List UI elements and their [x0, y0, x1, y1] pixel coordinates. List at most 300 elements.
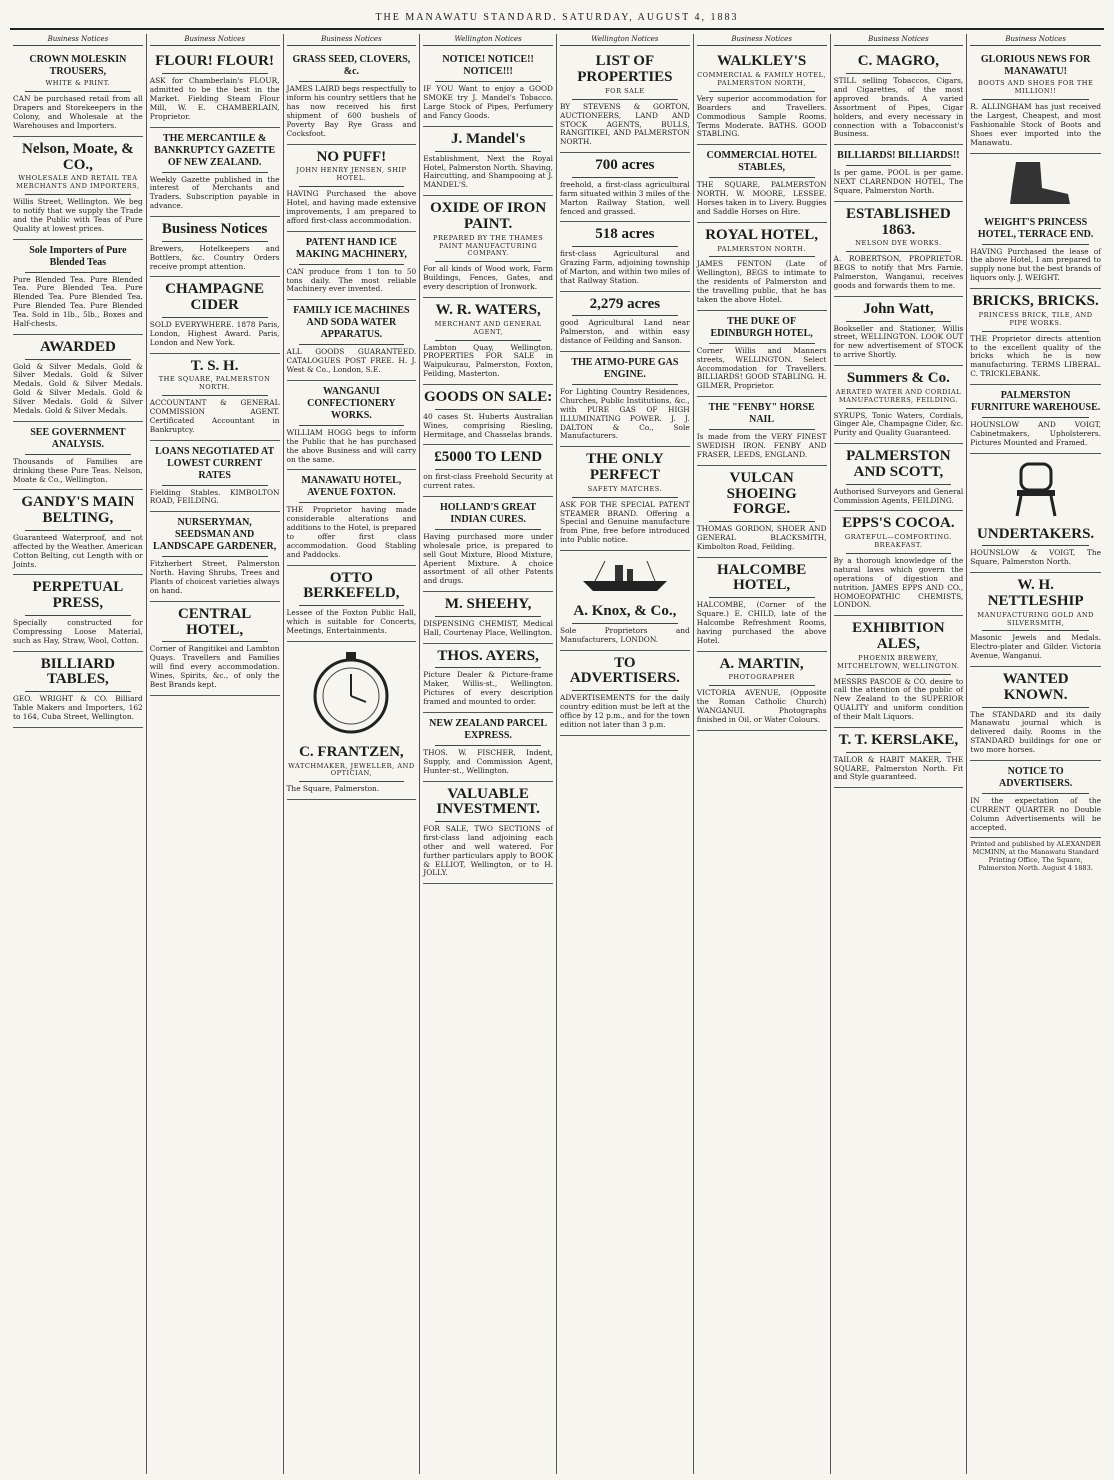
advertisement: [287, 232, 417, 301]
ad-title: OTTO BERKEFELD,: [303, 569, 400, 602]
ad-subtitle: PHOENIX BREWERY, MITCHELTOWN, WELLINGTON.: [837, 653, 960, 670]
advertisement: [287, 470, 417, 565]
advertisement: [150, 277, 280, 353]
advertisement: [834, 49, 964, 145]
ad-title: THOS. AYERS,: [437, 647, 539, 664]
column-1: [10, 34, 147, 1474]
ad-title: GRASS SEED, CLOVERS, &c.: [292, 54, 411, 78]
ad-subtitle: NELSON DYE WORKS.: [855, 239, 942, 248]
ad-rule: [982, 545, 1089, 546]
advertisement: [423, 592, 553, 644]
advertisement: [560, 352, 690, 447]
ad-body: BY STEVENS & GORTON, AUCTIONEERS, LAND AND STOCK AGENTS, BULLS, RANGITIKEI, AND PALMERSTON NORTH.: [560, 101, 690, 147]
ad-rule: [846, 321, 952, 322]
advertisement: [13, 422, 143, 491]
advertisement: [423, 644, 553, 713]
advertisement: [423, 713, 553, 782]
ad-title: WANGANUI CONFECTIONERY WORKS.: [307, 385, 396, 421]
ad-rule: [162, 73, 268, 74]
ad-title: MANAWATU HOTEL, AVENUE FOXTON.: [301, 475, 402, 499]
ad-title: PALMERSTON FURNITURE WAREHOUSE.: [970, 390, 1101, 414]
ad-title: Nelson, Moate, & CO.,: [22, 140, 134, 173]
advertisement: [970, 667, 1101, 761]
ad-body: JAMES LAIRD begs respectfully to inform his country settlers that he has now received his first shipment of 600 bushels of Poverty Bay Rye Grass and Cocksfoot.: [286, 84, 417, 138]
ad-rule: [25, 454, 131, 455]
chair-icon: [1001, 458, 1071, 518]
ad-body: THOMAS GORDON, SHOER AND GENERAL BLACKSMITH, Kimbolton Road, Feilding.: [696, 524, 827, 551]
advertisement: [423, 127, 553, 196]
advertisement: [697, 466, 827, 558]
ad-title: BILLIARD TABLES,: [40, 655, 115, 688]
ad-title: A. MARTIN,: [719, 655, 804, 672]
ad-title: PALMERSTON AND SCOTT,: [846, 448, 951, 480]
ad-subtitle: COMMERCIAL & FAMILY HOTEL, PALMERSTON NORTH,: [697, 71, 827, 88]
advertisement: [423, 445, 553, 497]
ad-subtitle: PREPARED BY THE THAMES PAINT MANUFACTURING COMPANY.: [433, 233, 544, 258]
ad-body: IF YOU Want to enjoy a GOOD SMOKE try J. Mandel's Tobacco. Large Stock of Pipes, Perfumery and Fancy Goods.: [423, 84, 553, 121]
ad-rule: [25, 359, 131, 360]
advertisement: [970, 49, 1101, 153]
advertisement: [150, 441, 280, 513]
advertisement: [970, 289, 1101, 385]
advertisement: [150, 512, 280, 602]
advertisement: [834, 616, 964, 728]
ad-rule: [435, 745, 541, 746]
advertisement: [423, 497, 553, 592]
ad-rule: [435, 81, 541, 82]
advertisement: [560, 153, 690, 222]
ad-body: Having purchased more under wholesale price, is prepared to sell Gout Mixture, Blood Mixture, Aperient Mixture. A choice assortment of all other Patents and drugs.: [423, 531, 553, 586]
ad-title: PERPETUAL PRESS,: [32, 579, 124, 612]
advertisement: [697, 652, 827, 731]
ad-title: NO PUFF!: [316, 148, 387, 165]
advertisement: [287, 49, 417, 144]
ad-body: SYRUPS, Tonic Waters, Cordials, Ginger Ale, Champagne Cider, &c. Purity and Quality Guaranteed.: [833, 410, 964, 438]
ad-subtitle: PALMERSTON NORTH.: [717, 244, 806, 253]
printer-imprint: Printed and published by ALEXANDER MCMINN, at the Manawatu Standard Printing Office, The Square, Palmerston North. August 4 1883.: [970, 840, 1101, 873]
ad-subtitle: MANUFACTURING GOLD AND SILVERSMITH,: [977, 610, 1094, 627]
advertisement: [560, 49, 690, 153]
ad-title: T. S. H.: [190, 357, 239, 374]
advertisement: [970, 761, 1101, 839]
column-5: [557, 34, 694, 1474]
advertisement: [970, 385, 1101, 454]
ad-body: For Lighting Country Residences, Churches, Public Institutions, &c., with PURE GAS OF HIGH ILLUMINATING POWER. J. J. DALTON & Co., Sole Manufacturers.: [560, 387, 690, 441]
ad-rule: [299, 344, 405, 345]
advertisement: [697, 49, 827, 145]
ad-title: PATENT HAND ICE MAKING MACHINERY,: [295, 236, 407, 260]
ad-body: The STANDARD and its daily Manawatu journal which is delivered daily. Rooms in the STANDARD buildings for one or two more horses.: [970, 709, 1101, 755]
ad-body: HAVING Purchased the lease of the above Hotel, I am prepared to supply none but the best brands of liquors only. J. WEIGHT.: [970, 246, 1101, 283]
ad-rule: [846, 165, 952, 166]
advertisement: [13, 137, 143, 240]
advertisement: [970, 212, 1101, 290]
ad-rule: [982, 793, 1089, 794]
ad-body: THE Proprietor directs attention to the excellent quality of the bricks which he is now manufacturing. TERMS LIBERAL. C. TRICKLEBANK.: [970, 333, 1101, 379]
ad-rule: [25, 615, 131, 616]
advertisement: [13, 652, 143, 728]
advertisement: [287, 740, 417, 800]
advertisement: [150, 602, 280, 696]
ad-body: ALL GOODS GUARANTEED. CATALOGUES POST FREE. H. J. West & Co., London, S.E.: [286, 347, 417, 375]
ad-rule: [982, 99, 1089, 100]
ad-subtitle: WHOLESALE AND RETAIL TEA MERCHANTS AND IMPORTERS,: [16, 174, 140, 191]
ad-title: C. FRANTZEN,: [299, 743, 404, 760]
ad-title: VULCAN SHOEING FORGE.: [726, 469, 797, 518]
ad-body: Fielding Stables. KIMBOLTON ROAD, FEILDING.: [149, 487, 280, 506]
advertisement: [697, 397, 827, 466]
ad-body: VICTORIA AVENUE, (Opposite the Roman Catholic Church) WANGANUI. Photographs finished in Oil, or Water Colours.: [696, 688, 827, 724]
ad-title: THE ATMO-PURE GAS ENGINE.: [571, 357, 679, 381]
ad-body: ADVERTISEMENTS for the daily country edition must be left at the office by 12 p.m., and for the town edition not later than 3 p.m.: [560, 693, 690, 729]
advertisement: [834, 728, 964, 788]
ad-body: ACCOUNTANT & GENERAL COMMISSION AGENT. Certificated Accountant in Bankruptcy.: [149, 398, 280, 434]
ad-body: Lambton Quay, Wellington. PROPERTIES FOR SALE in Waipukurau, Palmerston, Foxton, Feilding, Masterton.: [423, 342, 553, 379]
ad-rule: [709, 597, 815, 598]
ad-rule: [709, 91, 815, 92]
advertisement: [970, 522, 1101, 574]
ad-rule: [846, 408, 952, 409]
advertisement: [834, 297, 964, 366]
ad-title: CENTRAL HOTEL,: [177, 605, 252, 638]
columns-container: [10, 34, 1104, 1474]
ad-rule: [435, 616, 541, 617]
ad-subtitle: PRINCESS BRICK, TILE, AND PIPE WORKS.: [978, 310, 1093, 327]
advertisement: [150, 354, 280, 441]
ad-title: John Watt,: [863, 300, 934, 317]
ad-subtitle: BOOTS AND SHOES FOR THE MILLION!!: [977, 79, 1094, 96]
ad-rule: [435, 469, 541, 470]
ad-body: ASK for Chamberlain's FLOUR, admitted to be the best in the Market. Fielding Steam Flour Mill, W. E. CHAMBERLAIN, Proprietor.: [149, 76, 280, 121]
ad-title: VALUABLE INVESTMENT.: [436, 785, 540, 818]
advertisement: [13, 490, 143, 575]
ad-subtitle: MERCHANT AND GENERAL AGENT,: [434, 319, 542, 336]
ad-title: M. SHEEHY,: [444, 596, 532, 613]
ad-body: Pure Blended Tea. Pure Blended Tea. Pure Blended Tea. Pure Blended Tea. Pure Blended Tea. Pure Blended Tea. Pure Blended Tea. Sold in 1lb., 5lb., Boxes and Half-chests.: [13, 274, 143, 328]
ad-title: COMMERCIAL HOTEL STABLES,: [706, 150, 817, 174]
ad-title: BILLIARDS! BILLIARDS!!: [837, 150, 960, 162]
ad-title: SEE GOVERNMENT ANALYSIS.: [30, 426, 126, 450]
ad-title: NEW ZEALAND PARCEL EXPRESS.: [429, 717, 548, 741]
ad-title: LOANS NEGOTIATED AT LOWEST CURRENT RATES: [155, 445, 275, 481]
ad-subtitle: WHITE & PRINT.: [45, 79, 111, 88]
ad-rule: [299, 425, 405, 426]
ad-subtitle: PHOTOGRAPHER: [728, 673, 795, 682]
ad-body: HALCOMBE, (Corner of the Square.) E. CHILD, late of the Halcombe Refreshment Rooms, having purchased the above Hotel.: [696, 600, 827, 645]
ad-body: R. ALLINGHAM has just received the Largest, Cheapest, and most Fashionable Stock of Boots and Shoes ever imported into the Manawatu.: [970, 102, 1101, 147]
ad-title: FLOUR! FLOUR!: [155, 53, 274, 70]
ad-subtitle: SAFETY MATCHES.: [587, 484, 663, 493]
ad-rule: [572, 623, 678, 624]
ad-title: THE MERCANTILE & BANKRUPTCY GAZETTE OF NEW ZEALAND.: [154, 132, 276, 168]
ad-rule: [162, 172, 268, 173]
advertisement: [423, 49, 553, 127]
ad-title: THE "FENBY" HORSE NAIL: [708, 402, 815, 426]
advertisement: [13, 575, 143, 651]
ad-body: Thousands of Families are drinking these Pure Teas. Nelson, Moate & Co., Wellington.: [13, 456, 143, 484]
advertisement: [560, 292, 690, 352]
advertisement: [287, 381, 417, 471]
ad-rule: [709, 177, 815, 178]
ad-rule: [25, 530, 131, 531]
ad-body: on first-class Freehold Security at current rates.: [423, 472, 553, 491]
ad-rule: [982, 417, 1089, 418]
ad-title: W. R. WATERS,: [435, 301, 541, 318]
ad-rule: [162, 241, 268, 242]
ad-title: OXIDE OF IRON PAINT.: [430, 200, 547, 232]
column-heading: Business Notices: [834, 34, 964, 46]
advertisement: [150, 49, 280, 127]
advertisement: [834, 444, 964, 511]
ad-body: CAN be purchased retail from all Drapers and Storekeepers in the Colony, and Wholesale at the Warehouses and Importers.: [13, 94, 143, 130]
ad-body: HAVING Purchased the above Hotel, and having made extensive improvements, I am prepared to afford first-class accommodation.: [286, 189, 417, 225]
ad-body: The Square, Palmerston.: [286, 784, 380, 794]
ad-rule: [299, 186, 405, 187]
ad-title: J. Mandel's: [451, 130, 526, 147]
ad-title: £5000 TO LEND: [434, 449, 543, 466]
ad-body: Corner of Rangitikei and Lambton Quays. Travellers and Families will find every accommodation. Wines, Spirits, &c., of only the Best Brands kept.: [149, 644, 280, 689]
ad-body: CAN produce from 1 ton to 50 tons daily. The most reliable Machinery ever invented.: [286, 266, 417, 294]
ad-body: Is per game. POOL is per game. NEXT CLARENDON HOTEL, The Square, Palmerston North.: [833, 168, 964, 196]
advertisement: [697, 558, 827, 652]
column-heading: Wellington Notices: [423, 34, 553, 46]
ad-rule: [435, 261, 541, 262]
ad-body: Masonic Jewels and Medals. Electro-plater and Gilder. Victoria Avenue, Wanganui.: [970, 633, 1101, 661]
ad-title: HOLLAND'S GREAT INDIAN CURES.: [440, 501, 537, 525]
ad-body: freehold, a first-class agricultural farm situated within 3 miles of the Marton Railway Station, well fenced and grassed.: [560, 179, 690, 216]
ad-title: THE ONLY PERFECT: [586, 451, 664, 484]
ad-title: Sole Importers of Pure Blended Teas: [29, 244, 127, 268]
ad-rule: [162, 485, 268, 486]
advertisement: [697, 311, 827, 397]
ad-rule: [572, 690, 678, 691]
ad-title: A. Knox, & Co.,: [573, 603, 677, 620]
ad-body: Guaranteed Waterproof, and not affected by the Weather. American Cotton Belting, cut Length with or Joints.: [13, 532, 143, 569]
ad-title: C. MAGRO,: [857, 53, 939, 70]
ad-body: Gold & Silver Medals. Gold & Silver Medals. Gold & Silver Medals. Gold & Silver Medals. Gold & Silver Medals. Gold & Silver Medals. Gold & Silver Medals. Gold & Silver Medals.: [13, 361, 143, 415]
ad-rule: [299, 781, 405, 782]
ad-subtitle: THE SQUARE, PALMERSTON NORTH.: [158, 375, 271, 392]
advertisement: [834, 366, 964, 444]
ad-rule: [299, 502, 405, 503]
ad-rule: [709, 521, 815, 522]
ad-title: ROYAL HOTEL,: [705, 226, 819, 243]
ad-title: UNDERTAKERS.: [977, 525, 1095, 542]
ad-title: 518 acres: [595, 226, 655, 243]
advertisement: [560, 222, 690, 291]
ad-title: HALCOMBE HOTEL,: [717, 561, 807, 594]
ad-title: BRICKS, BRICKS.: [972, 293, 1099, 310]
ad-body: good Agricultural Land near Palmerston, and within easy distance of Feilding and Sanson.: [560, 318, 690, 346]
ad-rule: [162, 395, 268, 396]
ad-rule: [299, 81, 405, 82]
column-8: [967, 34, 1104, 1474]
ad-title: NURSERYMAN, SEEDSMAN AND LANDSCAPE GARDENER,: [152, 517, 277, 553]
masthead: THE MANAWATU STANDARD. SATURDAY, AUGUST 4, 1883: [10, 6, 1104, 30]
ad-subtitle: WATCHMAKER, JEWELLER, AND OPTICIAN,: [288, 761, 415, 778]
advertisement: [834, 202, 964, 297]
ad-body: THE SQUARE, PALMERSTON NORTH. W. MOORE, LESSEE. Horses taken in to Livery. Buggies and Saddle Horses on Hire.: [696, 180, 827, 216]
ad-body: Very superior accommodation for Boarders and Travellers. Commodious Sample Rooms. Terms Moderate. BATHS. GOOD STABLING.: [696, 93, 827, 139]
ad-body: Authorised Surveyors and General Commission Agents, FEILDING.: [833, 486, 964, 505]
advertisement: [697, 145, 827, 223]
ad-body: Establishment, Next the Royal Hotel, Palmerston North. Shaving, Haircutting, and Shampooing at J. MANDEL'S.: [423, 153, 553, 190]
ad-body: first-class Agricultural and Grazing Farm, adjoining township of Marton, and within two miles of that Railway Station.: [560, 249, 690, 285]
ad-body: Picture Dealer & Picture-frame Maker, Willis-st., Wellington. Pictures of every description framed and mounted to order.: [423, 670, 553, 707]
ad-body: Lessee of the Foxton Public Hall, which is suitable for Concerts, Meetings, Entertainments.: [286, 608, 417, 635]
ad-rule: [572, 315, 678, 316]
ad-title: GOODS ON SALE:: [423, 389, 553, 406]
ad-title: WEIGHT'S PRINCESS HOTEL, TERRACE END.: [977, 216, 1094, 240]
ad-body: HOUNSLOW & VOIGT, The Square, Palmerston North.: [970, 548, 1101, 567]
advertisement: [13, 49, 143, 136]
ad-rule: [572, 246, 678, 247]
ad-body: STILL selling Tobaccos, Cigars, and Cigarettes, of the most approved brands. A varied Assortment of Pipes, Cigar holders, and every necessary in connection with a Tobacconist's Business.: [833, 76, 964, 139]
column-heading: Business Notices: [150, 34, 280, 46]
ad-title: GANDY'S MAIN BELTING,: [21, 494, 135, 527]
ad-body: By a thorough knowledge of the natural laws which govern the operations of digestion and nutrition. JAMES EPPS AND CO., HOMOEOPATHIC CHEMISTS, LONDON.: [833, 556, 964, 610]
ad-body: WILLIAM HOGG begs to inform the Public that he has purchased the above Business and will carry on the same.: [286, 427, 417, 464]
advertisement: [13, 240, 143, 335]
advertisement: [970, 573, 1101, 667]
ad-body: TAILOR & HABIT MAKER, THE SQUARE, Palmerston North. Fit and Style guaranteed.: [833, 754, 964, 782]
ad-body: JAMES FENTON (Late of Wellington), BEGS to intimate to the residents of Palmerston and the travelling public, that he has taken the above Hotel.: [696, 259, 827, 304]
ad-body: SOLD EVERYWHERE. 1878 Paris, London, Highest Award. Paris, London and New York.: [149, 319, 280, 347]
ad-rule: [709, 343, 815, 344]
ad-rule: [982, 331, 1089, 332]
ad-title: ESTABLISHED 1863.: [845, 205, 951, 238]
ad-body: IN the expectation of the CURRENT QUARTER no Double Column Advertisements will be accepted.: [970, 795, 1101, 832]
ad-rule: [25, 691, 131, 692]
advertisement: [423, 298, 553, 385]
ad-rule: [709, 256, 815, 257]
ad-rule: [162, 556, 268, 557]
advertisement: [150, 217, 280, 277]
advertisement: [560, 447, 690, 551]
ad-title: AWARDED: [39, 338, 116, 355]
ad-rule: [572, 384, 678, 385]
advertisement: [560, 599, 690, 651]
ad-body: Willis Street, Wellington. We beg to notify that we supply the Trade and the Public with Teas of Pure Quality at lowest prices.: [13, 197, 143, 233]
column-heading: Business Notices: [287, 34, 417, 46]
ad-rule: [435, 529, 541, 530]
advertisement: [287, 145, 417, 232]
ad-title: NOTICE TO ADVERTISERS.: [998, 765, 1073, 789]
ad-rule: [846, 553, 952, 554]
column-heading: Business Notices: [13, 34, 143, 46]
ad-title: LIST OF PROPERTIES: [577, 53, 673, 86]
ad-body: Corner Willis and Manners streets, WELLINGTON. Select Accommodation for Travellers. BILLIARDS! GOOD STABLING. H. GILMER, Proprietor.: [696, 345, 827, 391]
ad-subtitle: JOHN HENRY JENSEN, SHIP HOTEL.: [296, 166, 407, 183]
advertisement: [834, 511, 964, 616]
ad-rule: [572, 497, 678, 498]
ad-rule: [435, 667, 541, 668]
ad-title: Summers & Co.: [846, 370, 950, 387]
ad-title: THE DUKE OF EDINBURGH HOTEL,: [710, 315, 813, 339]
ad-title: TO ADVERTISERS.: [569, 654, 680, 687]
ad-body: HOUNSLOW AND VOIGT, Cabinetmakers, Upholsterers. Pictures Mounted and Framed.: [970, 420, 1101, 447]
ad-rule: [435, 340, 541, 341]
ad-body: MESSRS PASCOE & CO. desire to call the attention of the public of New Zealand to the SUPERIOR QUALITY and uniform condition of their Malt Liquors.: [833, 676, 964, 722]
column-6: [694, 34, 831, 1474]
advertisement: [423, 782, 553, 885]
ad-body: 40 cases St. Huberts Australian Wines, comprising Riesling, Hermitage, and Chasselas brands.: [423, 411, 553, 439]
ad-rule: [846, 73, 952, 74]
ad-rule: [25, 91, 131, 92]
ad-rule: [435, 151, 541, 152]
ad-body: For all kinds of Wood work, Farm Buildings, Fences, Gates, and every description of Ironwork.: [423, 264, 553, 292]
column-heading: Wellington Notices: [560, 34, 690, 46]
ad-body: Bookseller and Stationer, Willis street, WELLINGTON. LOOK OUT for new advertisement of STOCK to arrive Shortly.: [833, 323, 964, 360]
ad-rule: [162, 641, 268, 642]
advertisement: [423, 196, 553, 298]
ad-rule: [162, 317, 268, 318]
ad-body: Brewers, Hotelkeepers and Bottlers, &c. Country Orders receive prompt attention.: [149, 243, 280, 271]
ad-body: DISPENSING CHEMIST, Medical Hall, Courtenay Place, Wellington.: [423, 618, 553, 637]
column-3: [284, 34, 421, 1474]
ad-title: W. H. NETTLESHIP: [987, 577, 1084, 609]
ad-subtitle: FOR SALE: [605, 86, 645, 95]
ad-body: THE Proprietor having made considerable alterations and additions to the Hotel, is prepared to offer first class accommodation. Good Stabling and Paddocks.: [286, 505, 417, 559]
ad-rule: [709, 685, 815, 686]
ad-rule: [572, 177, 678, 178]
ad-rule: [25, 194, 131, 195]
advertisement: [560, 651, 690, 736]
ad-rule: [846, 484, 952, 485]
ad-rule: [982, 707, 1089, 708]
ad-body: A. ROBERTSON, PROPRIETOR. BEGS to notify that Mrs Farnie, Palmerston, Wanganui, receives goods and forwards them to me.: [833, 254, 964, 290]
ad-rule: [435, 821, 541, 822]
advertisement: [697, 223, 827, 311]
ad-body: Specially constructed for Compressing Loose Material, such as Hay, Straw, Wool, Cotton.: [13, 617, 143, 645]
ad-rule: [846, 251, 952, 252]
column-2: [147, 34, 284, 1474]
ad-rule: [846, 752, 952, 753]
ad-title: 700 acres: [595, 157, 655, 174]
advertisement: [150, 128, 280, 218]
ad-subtitle: GRATEFUL—COMFORTING. BREAKFAST.: [844, 533, 952, 550]
pocket-watch-icon: [306, 646, 396, 736]
ad-title: GLORIOUS NEWS FOR MANAWATU!: [980, 54, 1091, 78]
ad-title: CHAMPAGNE CIDER: [165, 281, 265, 314]
steamer-ship-icon: [575, 555, 675, 595]
ad-body: Weekly Gazette published in the interest of Merchants and Traders. Subscription payable in advance.: [149, 174, 280, 211]
ad-title: EPPS'S COCOA.: [842, 515, 955, 532]
column-7: [831, 34, 968, 1474]
boot-icon: [996, 158, 1076, 208]
ad-rule: [572, 99, 678, 100]
ad-title: WANTED KNOWN.: [1002, 671, 1069, 703]
ad-body: Is made from the VERY FINEST SWEDISH IRON. FENBY AND FRASER, LEEDS, ENGLAND.: [696, 432, 827, 459]
ad-title: EXHIBITION ALES,: [852, 620, 945, 653]
ad-rule: [846, 674, 952, 675]
ad-body: Fitzherbert Street, Palmerston North. Having Shrubs, Trees and Plants of choicest varieties always on hand.: [149, 559, 280, 595]
column-heading: Business Notices: [697, 34, 827, 46]
ad-rule: [25, 272, 131, 273]
ad-rule: [709, 429, 815, 430]
ad-body: FOR SALE, TWO SECTIONS of first-class land adjoining each other and well watered. For further particulars apply to BOOK & ELLIOT, Wellington, or to H. JOLLY.: [423, 824, 553, 878]
ad-rule: [982, 244, 1089, 245]
advertisement: [423, 385, 553, 445]
ad-title: NOTICE! NOTICE!! NOTICE!!!: [442, 54, 534, 78]
ad-title: WALKLEY'S: [717, 53, 807, 70]
ad-subtitle: AERATED WATER AND CORDIAL MANUFACTURERS, FEILDING.: [835, 387, 962, 404]
ad-rule: [982, 630, 1089, 631]
ad-title: 2,279 acres: [589, 295, 661, 312]
ad-rule: [299, 605, 405, 606]
ad-title: Business Notices: [161, 221, 268, 238]
advertisement: [287, 300, 417, 381]
